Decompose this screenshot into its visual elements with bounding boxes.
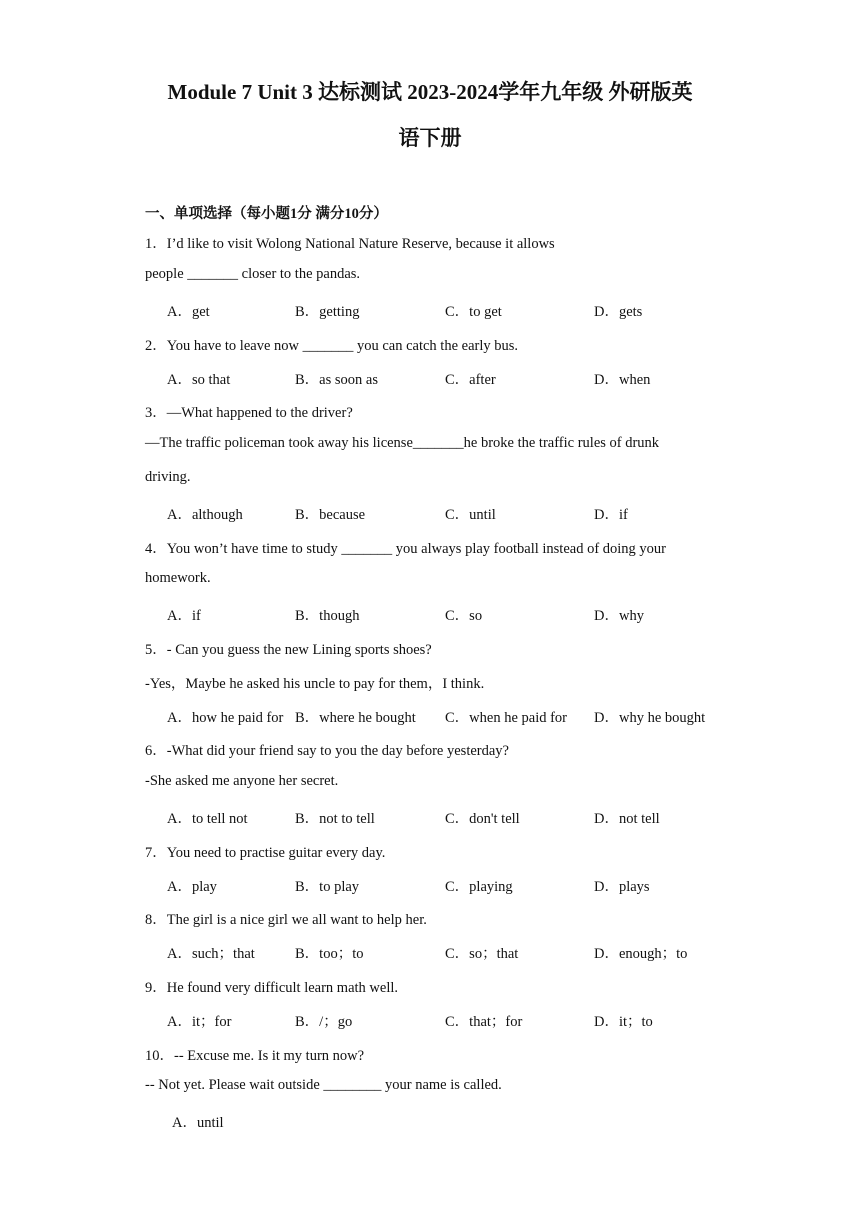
- question-7-text-line-1: 7．You need to practise guitar every day.: [145, 845, 386, 861]
- question-2-option-b: B．as soon as: [295, 372, 378, 388]
- question-6-option-c: C．don't tell: [445, 811, 520, 827]
- question-1-text-line-1: 1．I’d like to visit Wolong National Nature Reserve, because it allows: [145, 236, 555, 252]
- question-3-option-a: A．although: [167, 507, 243, 523]
- question-8-option-b: B．too；to: [295, 946, 364, 962]
- question-3-option-b: B．because: [295, 507, 366, 523]
- question-4-text-line-2: homework.: [145, 570, 211, 586]
- question-1-option-a: A．get: [167, 304, 210, 320]
- question-3-option-d: D．if: [594, 507, 628, 523]
- question-10-option-a: A．until: [172, 1115, 224, 1131]
- question-8-option-c: C．so；that: [445, 946, 519, 962]
- question-10-text-line-2: -- Not yet. Please wait outside ________ your name is called.: [145, 1077, 502, 1093]
- question-9-option-d: D．it；to: [594, 1014, 653, 1030]
- question-7-option-c: C．playing: [445, 879, 513, 895]
- question-1-text-line-2: people _______ closer to the pandas.: [145, 266, 361, 282]
- question-5-option-c: C．when he paid for: [445, 710, 568, 726]
- question-2-option-a: A．so that: [167, 372, 231, 388]
- question-9-option-a: A．it；for: [167, 1014, 232, 1030]
- question-6-text-line-1: 6．-What did your friend say to you the day before yesterday?: [145, 743, 509, 759]
- question-6-option-b: B．not to tell: [295, 811, 375, 827]
- question-1-option-d: D．gets: [594, 304, 643, 320]
- question-7-option-a: A．play: [167, 879, 217, 895]
- page-title-line-2: 语下册: [398, 126, 462, 150]
- question-7-option-b: B．to play: [295, 879, 360, 895]
- question-9-option-c: C．that；for: [445, 1014, 523, 1030]
- question-2-text-line-1: 2．You have to leave now _______ you can catch the early bus.: [145, 338, 519, 354]
- question-8-text-line-1: 8．The girl is a nice girl we all want to help her.: [145, 912, 427, 928]
- question-10-text-line-1: 10．-- Excuse me. Is it my turn now?: [145, 1048, 365, 1064]
- question-8-option-d: D．enough；to: [594, 946, 688, 962]
- question-5-option-d: D．why he bought: [594, 710, 706, 726]
- question-9-text-line-1: 9．He found very difficult learn math well.: [145, 980, 399, 996]
- question-7-option-d: D．plays: [594, 879, 650, 895]
- question-3-option-c: C．until: [445, 507, 496, 523]
- question-2-option-c: C．after: [445, 372, 496, 388]
- question-6-option-a: A．to tell not: [167, 811, 248, 827]
- question-1-option-b: B．getting: [295, 304, 360, 320]
- question-3-text-line-3: driving.: [145, 469, 191, 485]
- question-4-option-d: D．why: [594, 608, 644, 624]
- section-heading: 一、单项选择（每小题1分 满分10分）: [145, 206, 388, 222]
- question-5-option-b: B．where he bought: [295, 710, 416, 726]
- page-title-line-1: Module 7 Unit 3 达标测试 2023-2024学年九年级 外研版英: [167, 80, 693, 104]
- question-2-option-d: D．when: [594, 372, 651, 388]
- question-5-text-line-2: -Yes，Maybe he asked his uncle to pay for them，I think.: [145, 676, 485, 692]
- question-6-text-line-2: -She asked me anyone her secret.: [145, 773, 339, 789]
- question-6-option-d: D．not tell: [594, 811, 660, 827]
- question-4-text-line-1: 4．You won’t have time to study _______ you always play football instead of doing your: [145, 541, 667, 557]
- question-5-text-line-1: 5．- Can you guess the new Lining sports shoes?: [145, 642, 432, 658]
- question-1-option-c: C．to get: [445, 304, 502, 320]
- question-4-option-b: B．though: [295, 608, 360, 624]
- question-3-text-line-2: —The traffic policeman took away his license_______he broke the traffic rules of drunk: [145, 435, 660, 451]
- question-9-option-b: B．/；go: [295, 1014, 353, 1030]
- question-5-option-a: A．how he paid for: [167, 710, 284, 726]
- question-8-option-a: A．such；that: [167, 946, 255, 962]
- question-4-option-a: A．if: [167, 608, 201, 624]
- question-3-text-line-1: 3．—What happened to the driver?: [145, 405, 353, 421]
- question-4-option-c: C．so: [445, 608, 483, 624]
